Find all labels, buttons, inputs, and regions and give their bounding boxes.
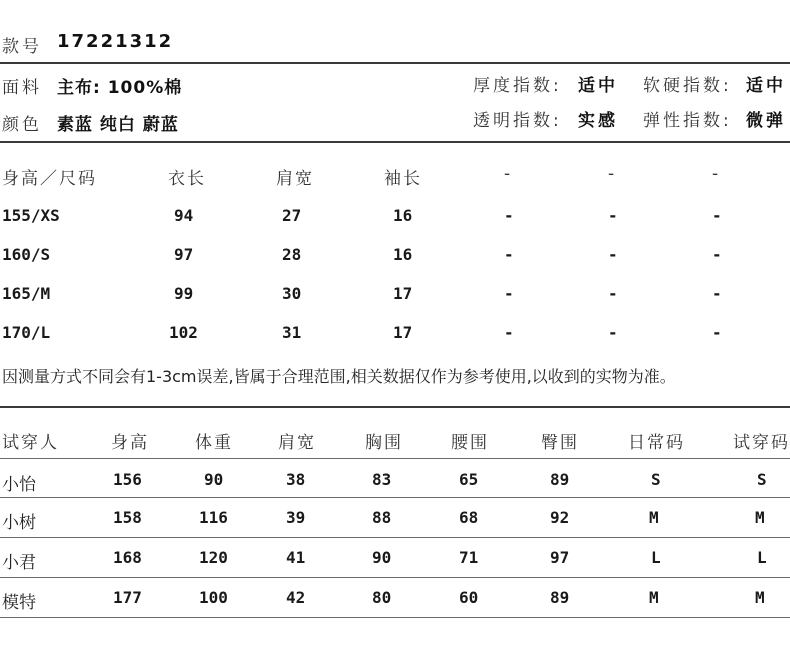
hip-cell: 89 — [550, 470, 570, 489]
tester-name: 小怡 — [2, 475, 36, 495]
empty-cell: - — [608, 206, 618, 225]
bust-cell: 83 — [372, 470, 392, 489]
shoulder-cell: 30 — [282, 284, 302, 303]
shoulder-cell: 28 — [282, 245, 302, 264]
weight-cell: 116 — [199, 508, 228, 527]
empty-cell: - — [504, 284, 514, 303]
header-cell: 腰围 — [451, 433, 489, 453]
softness-value: 适中 — [746, 76, 786, 96]
header-cell: 袖长 — [384, 169, 422, 189]
tester-name: 小树 — [2, 513, 36, 533]
length-cell: 102 — [169, 323, 198, 342]
table-row — [0, 245, 790, 275]
bust-cell: 90 — [372, 548, 392, 567]
thickness-label: 厚度指数: — [473, 76, 562, 96]
header-cell: 胸围 — [365, 433, 403, 453]
size-cell: 155/XS — [2, 206, 60, 225]
hip-cell: 92 — [550, 508, 570, 527]
empty-cell: - — [504, 245, 514, 264]
size-table-header — [0, 164, 790, 194]
header-cell: 肩宽 — [276, 169, 314, 189]
table-row — [0, 539, 790, 577]
height-cell: 156 — [113, 470, 142, 489]
divider — [0, 141, 790, 143]
header-cell: 试穿人 — [2, 433, 59, 453]
weight-cell: 90 — [204, 470, 224, 489]
color-label: 颜色 — [2, 115, 42, 135]
row-divider — [0, 458, 790, 459]
daily-size-cell: M — [649, 508, 659, 527]
softness-label: 软硬指数: — [643, 76, 732, 96]
length-cell: 99 — [174, 284, 194, 303]
bust-cell: 80 — [372, 588, 392, 607]
transparency-value: 实感 — [578, 111, 618, 131]
header-cell: 肩宽 — [278, 433, 316, 453]
color-value: 素蓝 纯白 蔚蓝 — [57, 115, 179, 135]
size-cell: 170/L — [2, 323, 51, 342]
empty-cell: - — [712, 245, 722, 264]
height-cell: 177 — [113, 588, 142, 607]
tester-name: 模特 — [2, 593, 36, 613]
daily-size-cell: S — [651, 470, 661, 489]
length-cell: 94 — [174, 206, 194, 225]
transparency-label: 透明指数: — [473, 111, 562, 131]
elasticity-label: 弹性指数: — [643, 111, 732, 131]
measurement-note: 因测量方式不同会有1-3cm误差,皆属于合理范围,相关数据仅作为参考使用,以收到的实物为准。 — [2, 367, 676, 386]
divider — [0, 62, 790, 64]
table-row — [0, 284, 790, 314]
row-divider — [0, 537, 790, 538]
height-cell: 168 — [113, 548, 142, 567]
header-cell: 身高／尺码 — [2, 169, 97, 189]
try-size-cell: L — [757, 548, 767, 567]
daily-size-cell: M — [649, 588, 659, 607]
table-row — [0, 461, 790, 499]
empty-cell: - — [608, 245, 618, 264]
model-table-header — [0, 419, 790, 457]
height-cell: 158 — [113, 508, 142, 527]
shoulder-cell: 41 — [286, 548, 306, 567]
empty-cell: - — [712, 206, 722, 225]
header-cell: 身高 — [111, 433, 149, 453]
shoulder-cell: 39 — [286, 508, 306, 527]
header-cell: 衣长 — [168, 169, 206, 189]
header-cell: 臀围 — [541, 433, 579, 453]
shoulder-cell: 31 — [282, 323, 302, 342]
row-divider — [0, 497, 790, 498]
thickness-value: 适中 — [578, 76, 618, 96]
elasticity-value: 微弹 — [746, 111, 786, 131]
sleeve-cell: 17 — [393, 323, 413, 342]
try-size-cell: S — [757, 470, 767, 489]
row-divider — [0, 617, 790, 618]
table-row — [0, 499, 790, 537]
shoulder-cell: 27 — [282, 206, 302, 225]
waist-cell: 60 — [459, 588, 479, 607]
empty-cell: - — [608, 284, 618, 303]
bust-cell: 88 — [372, 508, 392, 527]
divider — [0, 406, 790, 408]
waist-cell: 65 — [459, 470, 479, 489]
header-cell: - — [712, 164, 721, 184]
table-row — [0, 579, 790, 617]
waist-cell: 71 — [459, 548, 479, 567]
empty-cell: - — [608, 323, 618, 342]
sleeve-cell: 17 — [393, 284, 413, 303]
header-cell: 日常码 — [628, 433, 685, 453]
table-row — [0, 323, 790, 353]
row-divider — [0, 577, 790, 578]
empty-cell: - — [712, 323, 722, 342]
shoulder-cell: 38 — [286, 470, 306, 489]
weight-cell: 100 — [199, 588, 228, 607]
daily-size-cell: L — [651, 548, 661, 567]
header-cell: 体重 — [195, 433, 233, 453]
try-size-cell: M — [755, 508, 765, 527]
table-row — [0, 206, 790, 236]
shoulder-cell: 42 — [286, 588, 306, 607]
header-cell: - — [504, 164, 513, 184]
size-cell: 160/S — [2, 245, 51, 264]
sleeve-cell: 16 — [393, 245, 413, 264]
size-cell: 165/M — [2, 284, 51, 303]
hip-cell: 89 — [550, 588, 570, 607]
header-cell: - — [608, 164, 617, 184]
sleeve-cell: 16 — [393, 206, 413, 225]
empty-cell: - — [504, 206, 514, 225]
empty-cell: - — [712, 284, 722, 303]
try-size-cell: M — [755, 588, 765, 607]
style-number-label: 款号 — [2, 37, 42, 57]
fabric-value: 主布: 100%棉 — [57, 78, 183, 98]
length-cell: 97 — [174, 245, 194, 264]
empty-cell: - — [504, 323, 514, 342]
hip-cell: 97 — [550, 548, 570, 567]
style-number-value: 17221312 — [57, 31, 174, 52]
waist-cell: 68 — [459, 508, 479, 527]
fabric-label: 面料 — [2, 78, 42, 98]
weight-cell: 120 — [199, 548, 228, 567]
tester-name: 小君 — [2, 553, 36, 573]
header-cell: 试穿码 — [733, 433, 790, 453]
